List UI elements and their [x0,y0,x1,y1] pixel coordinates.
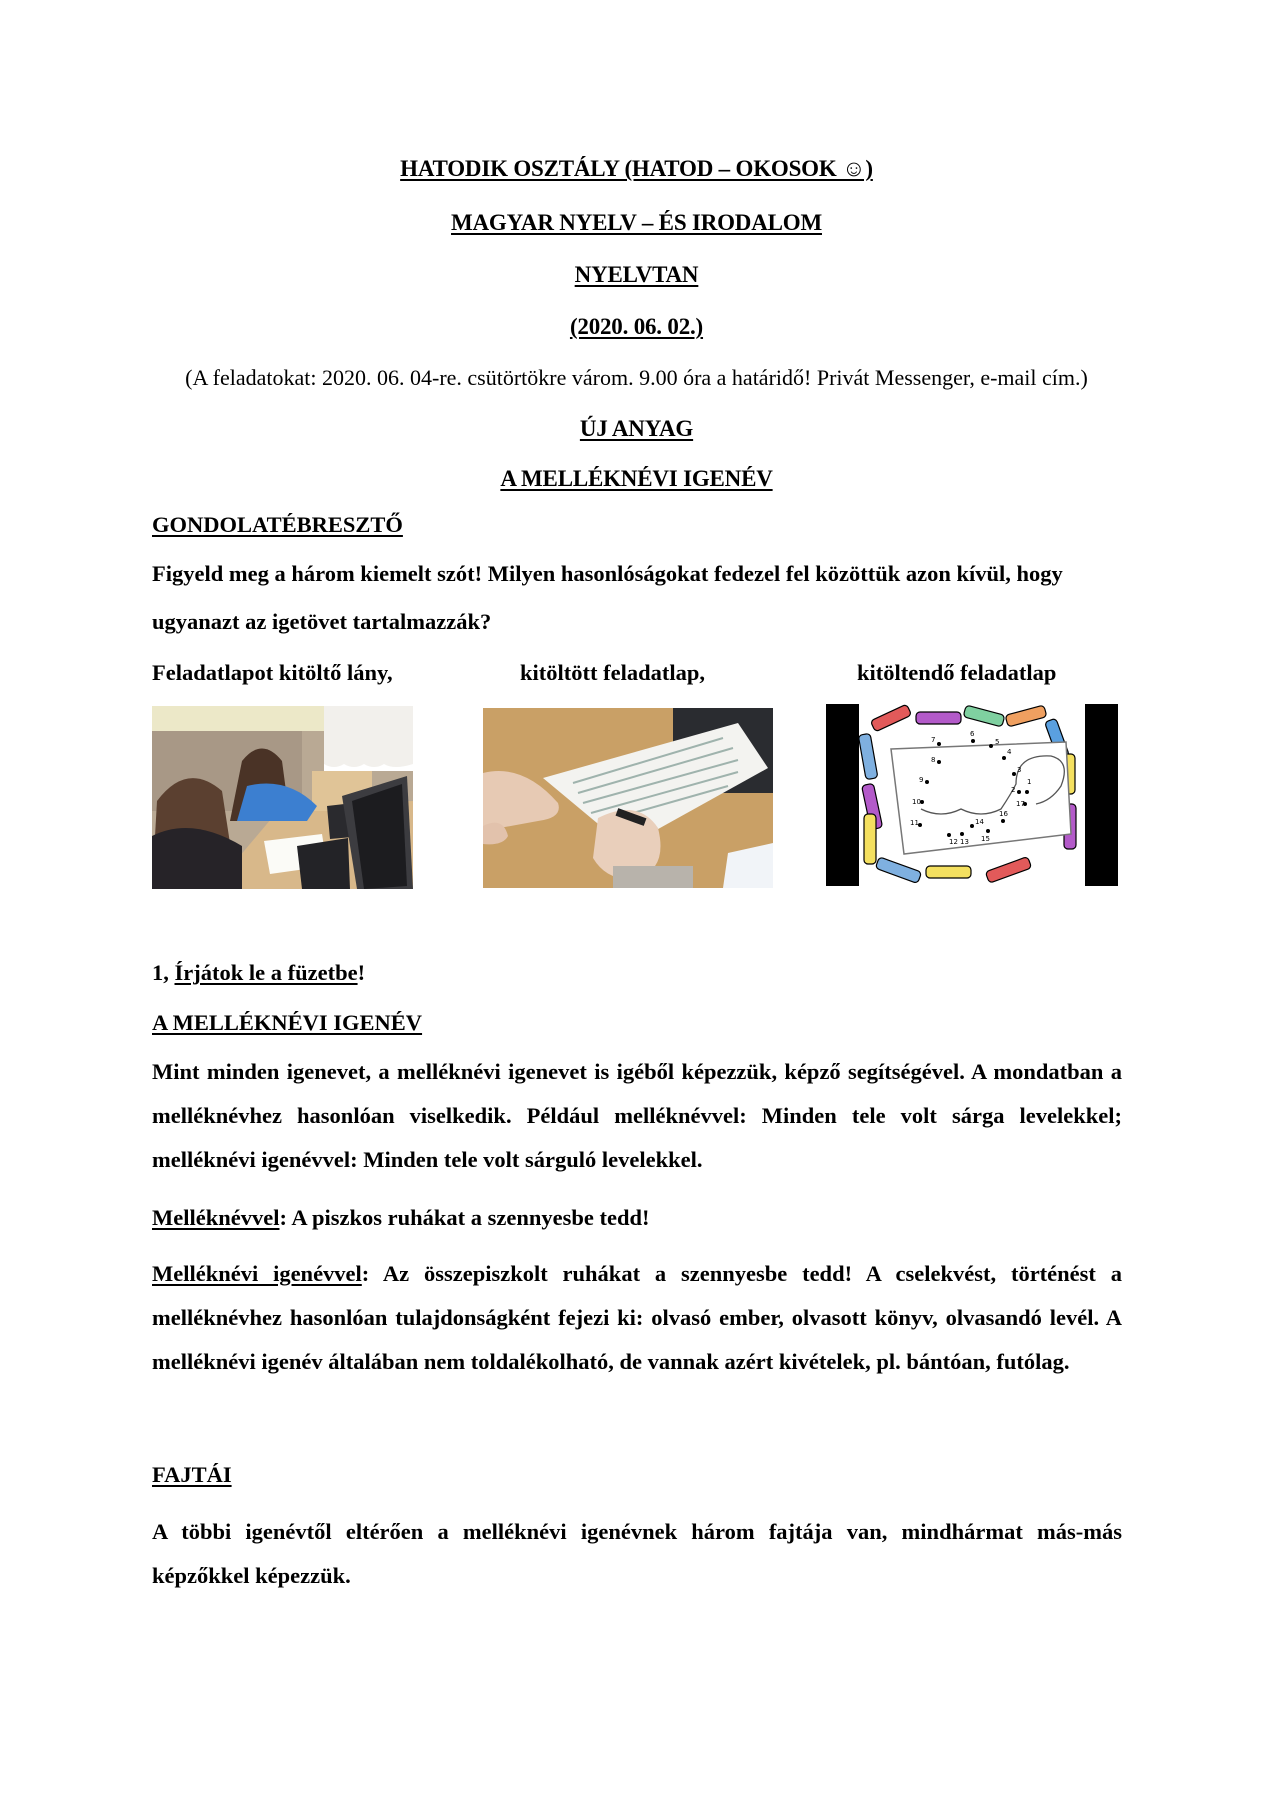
task1-heading: A MELLÉKNÉVI IGENÉV [152,1010,423,1035]
task1-number: 1, [152,960,169,985]
deadline-note: (A feladatokat: 2020. 06. 04-re. csütörtökre várom. 9.00 óra a határidő! Privát Messenger, e-mail cím.) [185,365,1088,390]
hand-writing-worksheet-photo [483,708,773,888]
caption-completed-sheet: kitöltött feladatlap, [520,660,705,685]
caption-sheet-to-fill: kitöltendő feladatlap [857,660,1057,685]
dot-label-3: 3 [1017,766,1022,774]
warmup-heading: GONDOLATÉBRESZTŐ [152,512,403,537]
dot-label-2: 2 [1011,786,1016,794]
task1-instruction [152,960,1122,986]
warmup-question: Figyeld meg a három kiemelt szót! Milyen hasonlóságokat fedezel fel közöttük azon kívül, hogy ugyanazt az igetövet tartalmazzák? [152,561,1063,634]
types-heading: FAJTÁI [152,1462,232,1487]
dot-label-5: 5 [995,738,1000,746]
girls-photo-drawing [152,706,413,889]
caption-girl: Feladatlapot kitöltő lány, [152,660,393,685]
subject-title: MAGYAR NYELV – ÉS IRODALOM [451,210,822,235]
dot-label-16: 16 [999,810,1008,818]
dot-label-1: 1 [1027,778,1032,786]
dot-to-dot-turtle-worksheet [826,704,1118,886]
example-adjective [152,1205,1122,1231]
example-adjective-text: : A piszkos ruhákat a szennyesbe tedd! [279,1205,650,1230]
document-title: HATODIK OSZTÁLY (HATOD – OKOSOK ☺) [400,156,873,181]
dot-label-13: 13 [960,838,969,846]
types-paragraph: A többi igenévtől eltérően a melléknévi igenévnek három fajtája van, mindhármat más-más képzőkkel képezzük. [152,1519,1122,1588]
dot-label-15: 15 [981,835,990,843]
turtle-worksheet-drawing [826,704,1118,886]
girls-at-computers-photo [152,706,413,889]
dot-label-6: 6 [970,730,975,738]
writing-photo-drawing [483,708,773,888]
lesson-date: (2020. 06. 02.) [569,314,704,339]
task1-instruction-end: ! [357,960,366,985]
example-participle-label: Melléknévi igenévvel [152,1261,362,1286]
dot-label-11: 11 [910,819,919,827]
dot-label-8: 8 [931,756,936,764]
example-participle [152,1252,1122,1384]
task1-paragraph: Mint minden igenevet, a melléknévi igenevet is igéből képezzük, képző segítségével. A mondatban a melléknévhez hasonlóan viselkedik. Például melléknévvel: Minden tele volt sárga levelekkel; melléknévi igenévvel: Minden tele volt sárguló levelekkel. [152,1059,1122,1172]
dot-label-4: 4 [1007,748,1012,756]
dot-label-17: 17 [1016,800,1025,808]
example-participle-text: : Az összepiszkolt ruhákat a szennyesbe tedd! A cselekvést, történést a melléknévhez hasonlóan tulajdonságként fejezi ki: olvasó ember, olvasott könyv, olvasandó levél. A melléknévi igenév általában nem toldalékolható, de vannak azért kivételek, pl. bántóan, futólag. [152,1261,1122,1374]
task1-instruction-text: Írjátok le a füzetbe [174,960,358,985]
dot-label-14: 14 [975,818,984,826]
dot-label-7: 7 [931,736,936,744]
dot-label-12: 12 [949,838,958,846]
dot-label-9: 9 [919,776,924,784]
topic-heading: A MELLÉKNÉVI IGENÉV [500,466,773,491]
dot-label-10: 10 [912,798,921,806]
example-adjective-label: Melléknévvel [152,1205,280,1230]
section-title: NYELVTAN [574,262,699,287]
new-material-heading: ÚJ ANYAG [579,416,694,441]
